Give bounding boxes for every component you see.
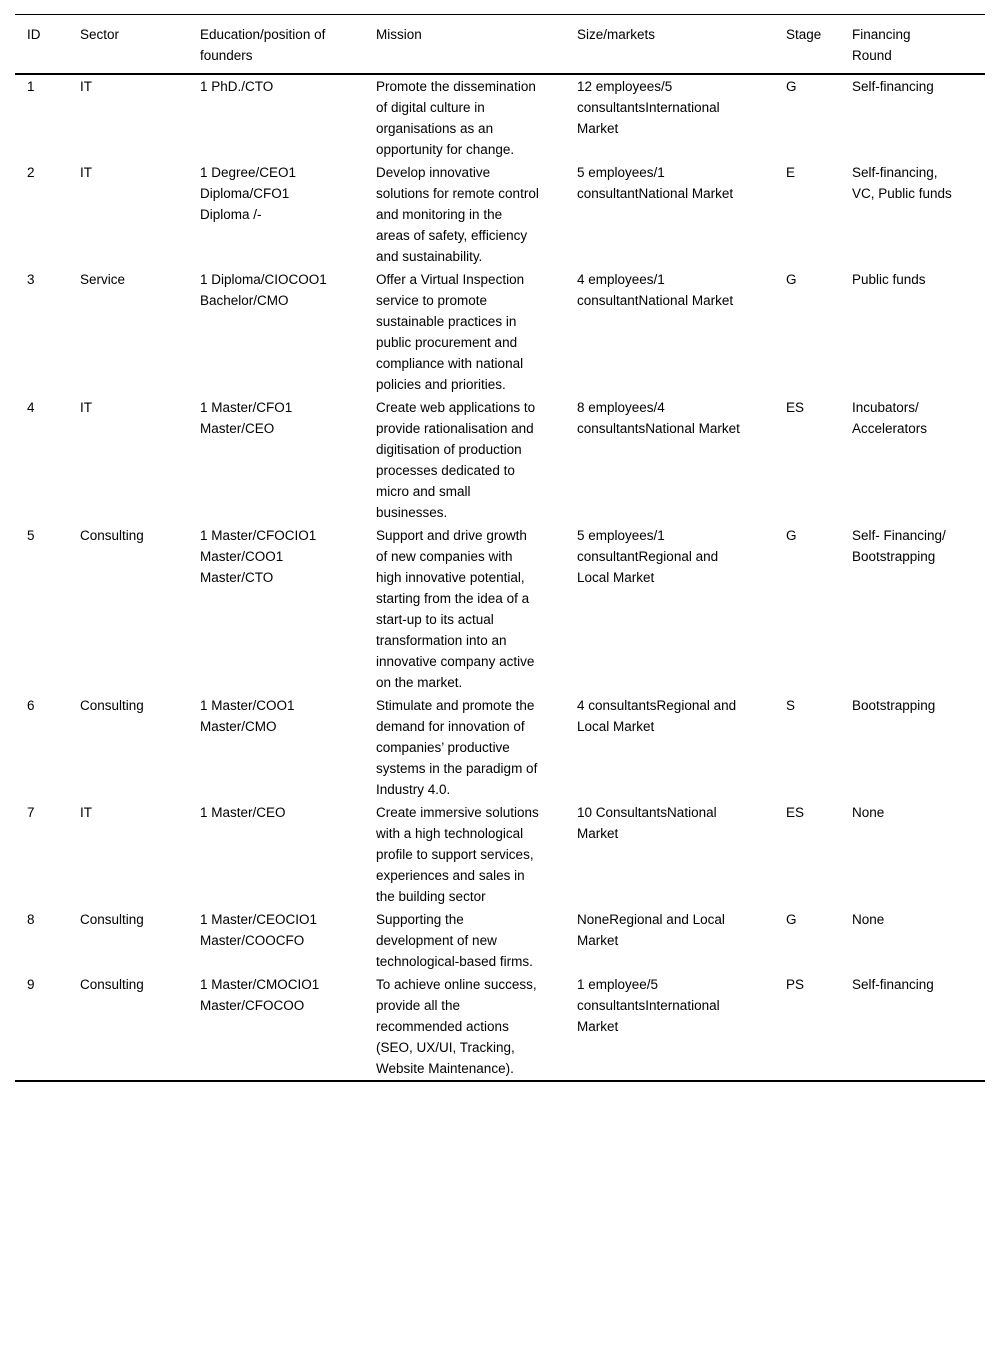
cell-stage: E xyxy=(786,165,796,180)
cell-size-markets: 5 employees/1 consultantRegional and Local Market xyxy=(577,528,719,585)
table-body xyxy=(15,74,985,1081)
header-stage: Stage xyxy=(786,15,852,75)
cell-id: 5 xyxy=(27,528,35,543)
cell-stage: ES xyxy=(786,805,805,820)
header-id: ID xyxy=(15,15,80,75)
cell-sector: Service xyxy=(80,272,126,287)
header-size-markets: Size/markets xyxy=(577,15,786,75)
cell-size-markets: 8 employees/4 consultantsNational Market xyxy=(577,400,740,436)
cell-stage: ES xyxy=(786,400,805,415)
cell-education: 1 PhD./CTO xyxy=(200,79,274,94)
header-financing-round: Financing Round xyxy=(852,15,985,75)
table-row xyxy=(15,161,985,268)
cell-education: 1 Master/CMOCIO1 Master/CFOCOO xyxy=(200,977,320,1013)
cell-sector: IT xyxy=(80,400,92,415)
cell-id: 4 xyxy=(27,400,35,415)
table-row xyxy=(15,908,985,973)
cell-id: 2 xyxy=(27,165,35,180)
header-mission: Mission xyxy=(376,15,577,75)
cell-financing: Incubators/ Accelerators xyxy=(852,400,928,436)
cell-sector: IT xyxy=(80,79,92,94)
cell-mission: To achieve online success, provide all the recommended actions (SEO, UX/UI, Tracking, Website Maintenance). xyxy=(376,977,537,1076)
cell-id: 3 xyxy=(27,272,35,287)
cell-mission: Offer a Virtual Inspection service to promote sustainable practices in public procurement and compliance with national policies and priorities. xyxy=(376,272,525,392)
cell-size-markets: 12 employees/5 consultantsInternational Market xyxy=(577,79,720,136)
cell-sector: Consulting xyxy=(80,912,144,927)
cell-stage: PS xyxy=(786,977,805,992)
table-row xyxy=(15,74,985,161)
header-education: Education/position of founders xyxy=(200,15,376,75)
cell-mission: Support and drive growth of new companies with high innovative potential, starting from the idea of a start-up to its actual transformation into an innovative company active on the market. xyxy=(376,528,535,690)
cell-education: 1 Master/COO1 Master/CMO xyxy=(200,698,295,734)
cell-stage: G xyxy=(786,272,797,287)
cell-id: 8 xyxy=(27,912,35,927)
cell-mission: Stimulate and promote the demand for innovation of companies’ productive systems in the paradigm of Industry 4.0. xyxy=(376,698,538,797)
table-row xyxy=(15,396,985,524)
cell-sector: Consulting xyxy=(80,977,144,992)
cell-financing: Self-financing xyxy=(852,79,934,94)
cell-size-markets: 5 employees/1 consultantNational Market xyxy=(577,165,734,201)
cell-sector: Consulting xyxy=(80,698,144,713)
table-row xyxy=(15,973,985,1081)
cell-mission: Promote the dissemination of digital culture in organisations as an opportunity for change. xyxy=(376,79,536,157)
cell-education: 1 Diploma/CIOCOO1 Bachelor/CMO xyxy=(200,272,327,308)
cell-size-markets: 4 employees/1 consultantNational Market xyxy=(577,272,734,308)
cell-education: 1 Master/CFOCIO1 Master/COO1 Master/CTO xyxy=(200,528,317,585)
table-row xyxy=(15,694,985,801)
cell-size-markets: NoneRegional and Local Market xyxy=(577,912,725,948)
cell-financing: None xyxy=(852,912,885,927)
table-row xyxy=(15,801,985,908)
cell-size-markets: 1 employee/5 consultantsInternational Market xyxy=(577,977,720,1034)
cell-stage: S xyxy=(786,698,796,713)
table-row xyxy=(15,524,985,694)
cell-sector: IT xyxy=(80,805,92,820)
table-header xyxy=(15,15,985,75)
cell-id: 7 xyxy=(27,805,35,820)
cell-stage: G xyxy=(786,912,797,927)
cell-size-markets: 10 ConsultantsNational Market xyxy=(577,805,717,841)
cell-education: 1 Master/CEOCIO1 Master/COOCFO xyxy=(200,912,318,948)
cell-mission: Supporting the development of new technological-based firms. xyxy=(376,912,533,969)
header-sector: Sector xyxy=(80,15,200,75)
cell-financing: Self-financing xyxy=(852,977,934,992)
cell-stage: G xyxy=(786,79,797,94)
cell-mission: Create web applications to provide rationalisation and digitisation of production processes dedicated to micro and small businesses. xyxy=(376,400,536,520)
cell-size-markets: 4 consultantsRegional and Local Market xyxy=(577,698,737,734)
header-row xyxy=(15,15,985,75)
cell-education: 1 Master/CFO1 Master/CEO xyxy=(200,400,293,436)
table-row xyxy=(15,268,985,396)
cell-stage: G xyxy=(786,528,797,543)
cell-education: 1 Master/CEO xyxy=(200,805,286,820)
cell-mission: Create immersive solutions with a high technological profile to support services, experiences and sales in the building sector xyxy=(376,805,539,904)
cell-financing: Public funds xyxy=(852,272,926,287)
cell-financing: Self-financing, VC, Public funds xyxy=(852,165,952,201)
cell-id: 9 xyxy=(27,977,35,992)
cell-financing: None xyxy=(852,805,885,820)
cell-id: 1 xyxy=(27,79,35,94)
cell-mission: Develop innovative solutions for remote control and monitoring in the areas of safety, efficiency and sustainability. xyxy=(376,165,539,264)
cell-financing: Bootstrapping xyxy=(852,698,936,713)
cell-id: 6 xyxy=(27,698,35,713)
founders-table xyxy=(15,14,985,1082)
cell-sector: Consulting xyxy=(80,528,144,543)
cell-education: 1 Degree/CEO1 Diploma/CFO1 Diploma /- xyxy=(200,165,297,222)
cell-sector: IT xyxy=(80,165,92,180)
cell-financing: Self- Financing/ Bootstrapping xyxy=(852,528,946,564)
